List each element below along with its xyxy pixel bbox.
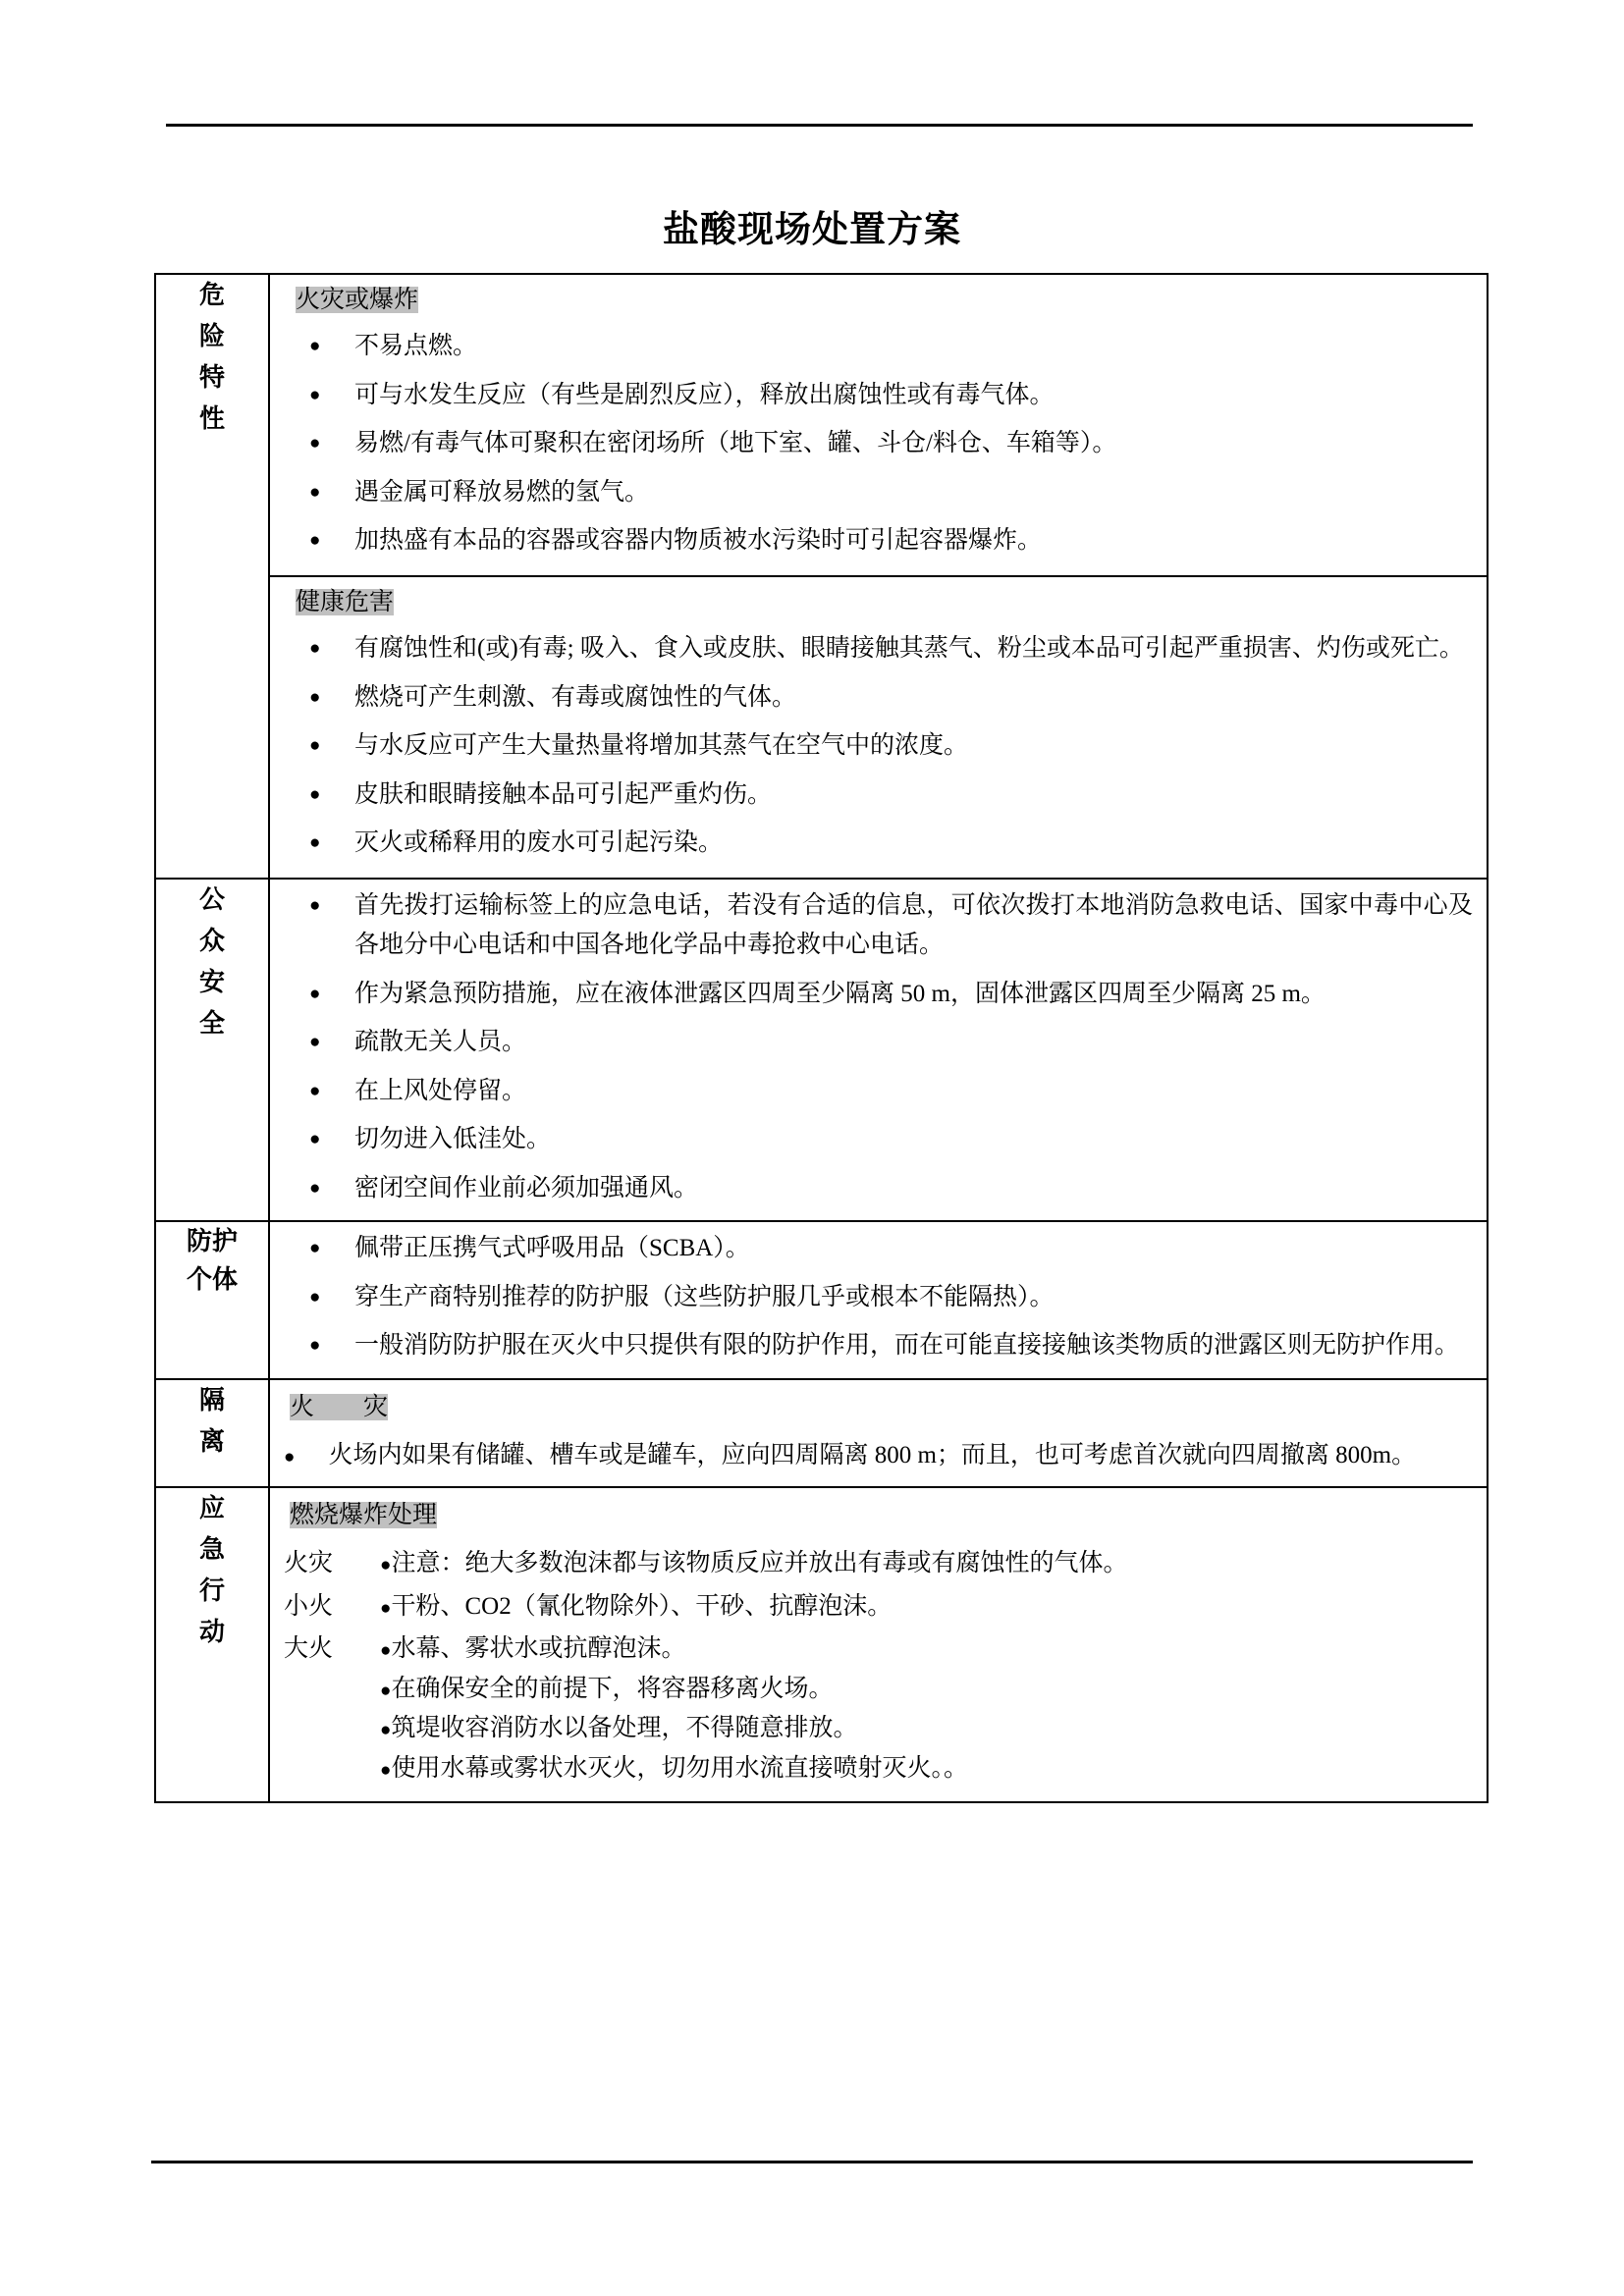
label-char: 离	[198, 1426, 225, 1456]
bullet-list-health-hazard	[284, 629, 1473, 864]
label-char: 众	[198, 926, 225, 955]
subblock-heading-wrap	[290, 1496, 1473, 1536]
list-item: ● 灭火或稀释用的废水可引起污染。	[284, 824, 1473, 864]
label-char: 应	[198, 1493, 225, 1522]
action-value	[380, 1629, 1473, 1789]
action-line	[380, 1670, 1473, 1710]
label-char: 急	[198, 1534, 225, 1564]
list-item: ● 切勿进入低洼处。	[284, 1120, 1473, 1160]
bullet-dot-icon: ●	[284, 1447, 296, 1468]
table-row	[155, 274, 1488, 879]
action-text: 在确保安全的前提下，将容器移离火场。	[391, 1675, 834, 1702]
subheading-fire: 火 灾	[290, 1393, 389, 1420]
label-char: 公	[198, 884, 225, 914]
action-line	[380, 1709, 1473, 1749]
bullet-list-personal-protection	[284, 1229, 1473, 1366]
bullet-dot-icon: ●	[380, 1759, 392, 1781]
row-label-cell-personal-protection	[155, 1221, 269, 1379]
list-item: ● 有腐蚀性和(或)有毒; 吸入、食入或皮肤、眼睛接触其蒸气、粉尘或本品可引起严重损害、灼伤或死亡。	[284, 629, 1473, 669]
row-label-emergency-action	[156, 1488, 268, 1653]
header-rule	[166, 124, 1473, 127]
label-char: 性	[198, 404, 225, 434]
list-item: ● 遇金属可释放易燃的氢气。	[284, 473, 1473, 513]
list-item: ● 加热盛有本品的容器或容器内物质被水污染时可引起容器爆炸。	[284, 521, 1473, 561]
row-label-cell-isolation	[155, 1379, 269, 1487]
row-label-personal-protection	[156, 1222, 268, 1299]
label-char: 隔	[198, 1385, 225, 1415]
bullet-list-fire-explosion	[284, 327, 1473, 561]
table-row	[155, 1379, 1488, 1487]
list-item: ● 在上风处停留。	[284, 1072, 1473, 1112]
label-char: 全	[198, 1008, 225, 1038]
action-text: 筑堤收容消防水以备处理，不得随意排放。	[391, 1715, 858, 1741]
list-item: ● 佩带正压携气式呼吸用品（SCBA）。	[284, 1229, 1473, 1269]
list-item: ● 可与水发生反应（有些是剧烈反应），释放出腐蚀性或有毒气体。	[284, 376, 1473, 416]
action-row-large-fire	[284, 1629, 1473, 1789]
subblock-public-safety	[270, 880, 1487, 1221]
bullet-dot-icon: ●	[380, 1597, 392, 1619]
list-item: ● 密闭空间作业前必须加强通风。	[284, 1169, 1473, 1209]
action-line	[380, 1629, 1473, 1670]
bullet-dot-icon: ●	[380, 1640, 392, 1661]
action-text: 水幕、雾状水或抗醇泡沫。	[391, 1635, 686, 1662]
label-char: 特	[198, 363, 225, 393]
list-item: ● 首先拨打运输标签上的应急电话，若没有合适的信息，可依次拨打本地消防急救电话、国家中毒中心及各地分中心电话和中国各地化学品中毒抢救中心电话。	[284, 886, 1473, 966]
label-char: 险	[198, 322, 225, 351]
bullet-dot-icon: ●	[380, 1680, 392, 1701]
row-body-cell-public-safety	[269, 879, 1488, 1222]
action-text: 干粉、CO2（氰化物除外）、干砂、抗醇泡沫。	[391, 1592, 893, 1620]
table-row	[155, 1221, 1488, 1379]
list-item: ● 易燃/有毒气体可聚积在密闭场所（地下室、罐、斗仓/料仓、车箱等）。	[284, 424, 1473, 464]
hazard-disposal-table	[154, 273, 1489, 1803]
bullet-dot-icon: ●	[380, 1720, 392, 1740]
action-text: 注意：绝大多数泡沫都与该物质反应并放出有毒或有腐蚀性的气体。	[391, 1550, 1128, 1576]
subblock-health-hazard	[270, 575, 1487, 878]
list-item: ● 燃烧可产生刺激、有毒或腐蚀性的气体。	[284, 678, 1473, 719]
list-item: ● 疏散无关人员。	[284, 1023, 1473, 1063]
action-key: 火灾	[284, 1550, 334, 1576]
action-row-fire	[284, 1544, 1473, 1584]
row-label-cell-hazard	[155, 274, 269, 879]
label-char: 安	[198, 967, 225, 996]
row-body-cell-isolation	[269, 1379, 1488, 1487]
action-value	[380, 1544, 1473, 1584]
action-key: 大火	[284, 1635, 334, 1662]
list-item: ● 一般消防防护服在灭火中只提供有限的防护作用，而在可能直接接触该类物质的泄露区则无防护作用。	[284, 1326, 1473, 1366]
subblock-fire-explosion	[270, 275, 1487, 575]
action-line	[380, 1749, 1473, 1789]
row-label-cell-emergency-action	[155, 1487, 269, 1803]
row-label-hazard	[156, 275, 268, 440]
subheading-fire-explosion: 火灾或爆炸	[296, 287, 419, 313]
list-item: ● 作为紧急预防措施，应在液体泄露区四周至少隔离 50 m，固体泄露区四周至少隔离 25 m。	[284, 975, 1473, 1015]
subblock-isolation	[270, 1380, 1487, 1486]
label-char: 动	[198, 1617, 225, 1646]
row-label-isolation	[156, 1380, 268, 1463]
label-char: 防护	[186, 1227, 238, 1255]
row-body-cell-emergency-action	[269, 1487, 1488, 1803]
subblock-heading-wrap	[296, 283, 1473, 318]
table-row	[155, 879, 1488, 1222]
label-char: 个体	[186, 1265, 238, 1294]
row-body-cell-hazard	[269, 274, 1488, 879]
row-label-public-safety	[156, 880, 268, 1044]
table-row	[155, 1487, 1488, 1803]
list-item: ● 穿生产商特别推荐的防护服（这些防护服几乎或根本不能隔热）。	[284, 1278, 1473, 1318]
footer-rule	[151, 2161, 1473, 2163]
isolation-text: 火场内如果有储罐、槽车或是罐车，应向四周隔离 800 m；而且，也可考虑首次就向四周撤离 800m。	[328, 1442, 1417, 1468]
list-item: ● 与水反应可产生大量热量将增加其蒸气在空气中的浓度。	[284, 726, 1473, 767]
subheading-combustion-explosion-handling: 燃烧爆炸处理	[290, 1501, 438, 1528]
subblock-emergency-action	[270, 1488, 1487, 1802]
bullet-dot-icon: ●	[380, 1555, 392, 1575]
action-value	[380, 1587, 1473, 1628]
subblock-heading-wrap	[296, 585, 1473, 620]
row-label-cell-public-safety	[155, 879, 269, 1222]
action-row-small-fire	[284, 1587, 1473, 1628]
subblock-heading-wrap	[290, 1388, 1473, 1428]
subheading-health-hazard: 健康危害	[296, 588, 395, 615]
subblock-personal-protection	[270, 1222, 1487, 1378]
label-char: 行	[198, 1575, 225, 1605]
page-title: 盐酸现场处置方案	[663, 210, 961, 250]
bullet-list-public-safety	[284, 886, 1473, 1209]
action-key: 小火	[284, 1592, 334, 1620]
action-text: 使用水幕或雾状水灭火，切勿用水流直接喷射灭火。。	[391, 1754, 968, 1782]
list-item: ● 皮肤和眼睛接触本品可引起严重灼伤。	[284, 775, 1473, 816]
isolation-paragraph	[284, 1436, 1473, 1476]
row-body-cell-personal-protection	[269, 1221, 1488, 1379]
table-body	[155, 274, 1488, 1802]
label-char: 危	[198, 281, 225, 309]
list-item: ● 不易点燃。	[284, 327, 1473, 367]
